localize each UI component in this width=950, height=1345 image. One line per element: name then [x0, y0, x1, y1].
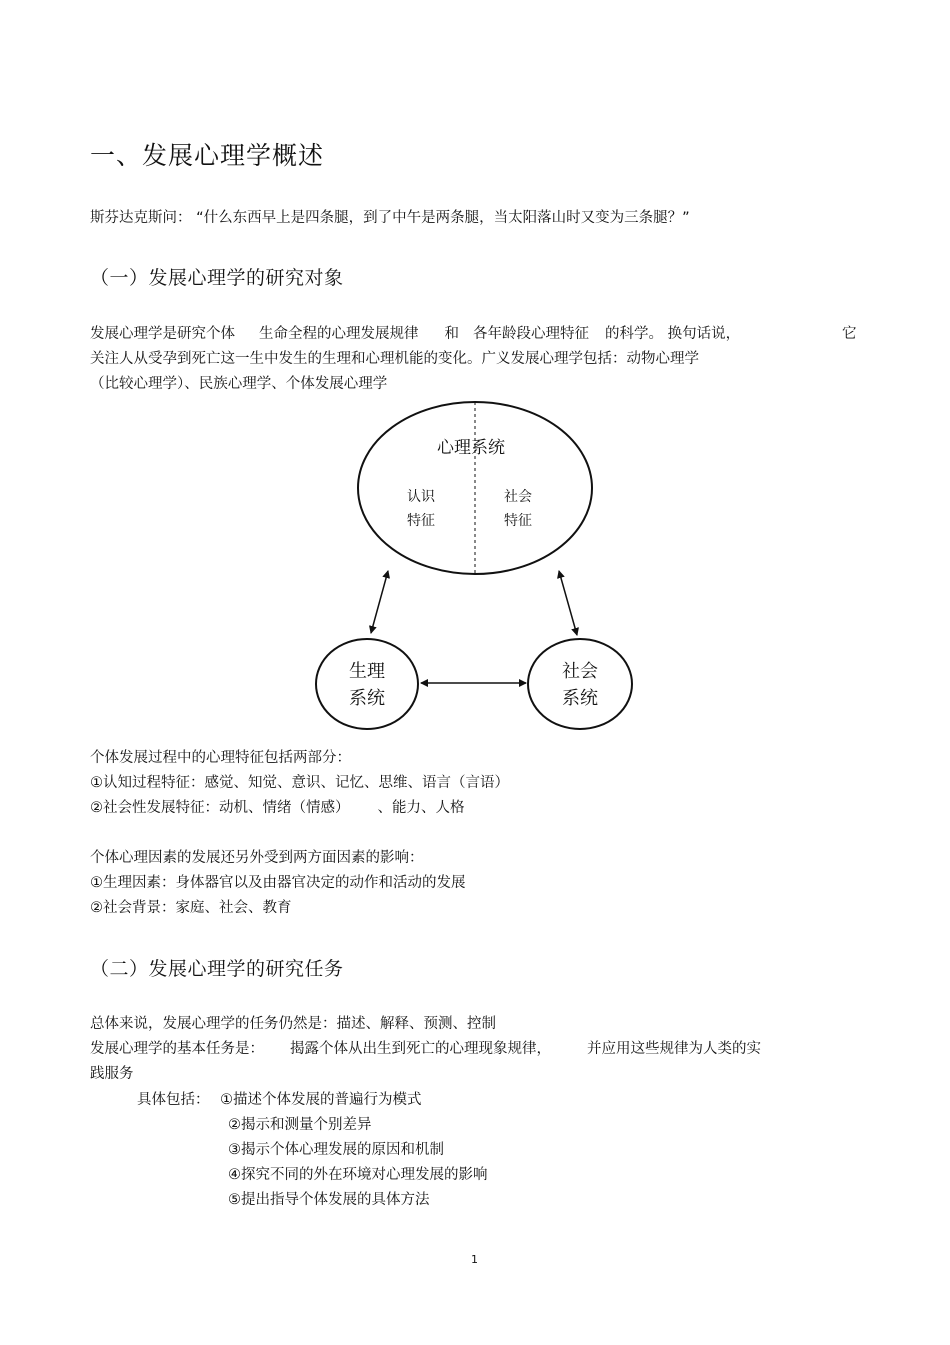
def-part-d: 各年龄段心理特征 [473, 326, 589, 342]
social-trait-label-bottom: 特征 [504, 513, 532, 529]
traits-item-1: ①认知过程特征：感觉、知觉、意识、记忆、思维、语言（言语） [90, 775, 509, 791]
factors-item-2: ②社会背景：家庭、社会、教育 [90, 900, 292, 916]
arrow-psych-physio [371, 571, 388, 633]
task-item: ②揭示和测量个别差异 [228, 1117, 372, 1133]
traits-item-2 [90, 796, 465, 821]
section2-title: （二）发展心理学的研究任务 [90, 958, 344, 980]
basic-task-b: 揭露个体从出生到死亡的心理现象规律， [290, 1041, 551, 1057]
task-item: ④探究不同的外在环境对心理发展的影响 [228, 1167, 488, 1183]
physio-system-circle [316, 639, 418, 729]
basic-task-line-1 [90, 1037, 761, 1062]
def-part-f: 它 [842, 326, 857, 342]
factors-intro: 个体心理因素的发展还另外受到两方面因素的影响： [90, 850, 424, 866]
task-item: ⑤提出指导个体发展的具体方法 [228, 1192, 430, 1208]
traits-item-2-a: ②社会性发展特征：动机、情绪（情感） [90, 800, 350, 816]
page-number: 1 [471, 1253, 478, 1266]
physio-label-top: 生理 [349, 661, 385, 682]
factors-item-1: ①生理因素：身体器官以及由器官决定的动作和活动的发展 [90, 875, 466, 891]
basic-task-line-2: 践服务 [90, 1066, 134, 1082]
social-system-label-bottom: 系统 [562, 688, 598, 709]
psych-system-label: 心理系统 [437, 438, 505, 458]
tasks-overview: 总体来说，发展心理学的任务仍然是：描述、解释、预测、控制 [90, 1016, 496, 1032]
task-item: ③揭示个体心理发展的原因和机制 [228, 1142, 444, 1158]
definition-line-3: （比较心理学）、民族心理学、个体发展心理学 [90, 376, 388, 392]
definition-line-2: 关注人从受孕到死亡这一生中发生的生理和心理机能的变化。广义发展心理学包括：动物心理学 [90, 351, 699, 367]
def-part-c: 和 [444, 326, 459, 342]
cognitive-label-top: 认识 [407, 489, 435, 505]
section1-title: （一）发展心理学的研究对象 [90, 267, 344, 289]
basic-task-a: 发展心理学的基本任务是： [90, 1041, 264, 1057]
social-system-circle [528, 639, 632, 729]
definition-line-1 [90, 322, 740, 347]
specific-label: 具体包括： [137, 1092, 210, 1108]
social-system-label-top: 社会 [562, 661, 598, 682]
def-part-e: 的科学。 换句话说， [605, 326, 741, 342]
sphinx-quote: 斯芬达克斯问： “什么东西早上是四条腿，到了中午是两条腿，当太阳落山时又变为三条腿？” [90, 210, 690, 226]
page-title: 一、发展心理学概述 [90, 141, 325, 170]
cognitive-label-bottom: 特征 [407, 513, 435, 529]
def-part-b: 生命全程的心理发展规律 [259, 326, 419, 342]
physio-label-bottom: 系统 [349, 688, 385, 709]
arrow-psych-social [559, 571, 577, 635]
basic-task-c: 并应用这些规律为人类的实 [587, 1041, 761, 1057]
systems-diagram [300, 395, 650, 735]
social-trait-label-top: 社会 [504, 489, 532, 505]
task-item: ①描述个体发展的普遍行为模式 [220, 1092, 422, 1108]
traits-item-2-b: 、能力、人格 [377, 800, 465, 816]
def-part-a: 发展心理学是研究个体 [90, 326, 235, 342]
traits-intro: 个体发展过程中的心理特征包括两部分： [90, 750, 351, 766]
